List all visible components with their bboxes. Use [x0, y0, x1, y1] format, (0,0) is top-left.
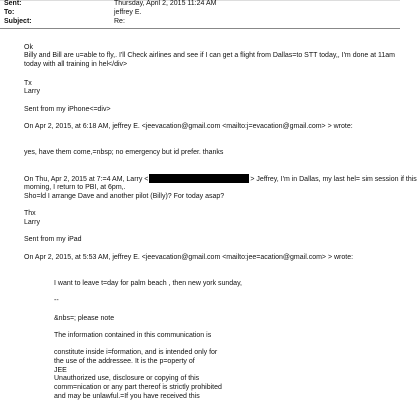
body-line: yes, have them come,=nbsp; no emergency but id prefer. thanks: [24, 149, 224, 156]
body-line: The information contained in this communication is: [54, 332, 212, 339]
body-line: comm=nication or any part thereof is strictly prohibited: [54, 384, 222, 391]
body-line-part: On Thu, Apr 2, 2015 at 7:=4 AM, Larry <: [24, 176, 149, 183]
header-divider: [0, 28, 400, 29]
body-line: constitute inside i=formation, and is intended only for: [54, 349, 218, 356]
body-line-part: > Jeffrey, I'm in Dallas, my last hel= sim session if this: [250, 176, 417, 183]
body-line: --: [54, 297, 59, 304]
body-line: Sent from my iPhone<=div>: [24, 106, 111, 113]
body-line: &nbs=; please note: [54, 315, 115, 322]
body-line: the use of the addressee. It is the p=operty of: [54, 358, 195, 365]
sent-value: Thursday, April 2, 2015 11:24 AM: [114, 0, 217, 7]
body-line: Sho=ld I arrange Dave and another pilot (Billy)? For today asap?: [24, 193, 225, 200]
body-line: and may be unlawful.=If you have received this: [54, 393, 200, 400]
body-line: Billy and Bill are u=able to fly,. I'll Check airlines and see if I can get a flight from Dallas=to STT today,, I'm done at 11am: [24, 52, 396, 59]
body-line: Larry: [24, 88, 40, 95]
sent-label: Sent:: [4, 0, 22, 7]
subject-label: Subject:: [4, 18, 32, 25]
body-line: I want to leave t=day for palm beach , then new york sunday,: [54, 280, 243, 287]
body-line: today with all training in hel</div>: [24, 61, 128, 68]
body-line: On Apr 2, 2015, at 5:53 AM, jeffrey E. <jeevacation@gmail.com <mailto:jee=acation@gmail.com> > wrote:: [24, 254, 354, 261]
to-label: To:: [4, 9, 15, 16]
body-line: Larry: [24, 219, 40, 226]
body-line: Thx: [24, 210, 36, 217]
body-line: On Apr 2, 2015, at 6:18 AM, jeffrey E. <jeevacation@gmail.com <mailto:j=evacation@gmail.com> > wrote:: [24, 123, 353, 130]
body-line: Unauthorized use, disclosure or copying of this: [54, 375, 200, 382]
subject-value: Re:: [114, 18, 125, 25]
body-line: Tx: [24, 80, 32, 87]
body-line: Sent from my iPad: [24, 236, 82, 243]
redaction-block: [149, 174, 249, 183]
body-line: morning, I return to PBI, at 6pm,.: [24, 184, 126, 191]
body-line: JEE: [54, 367, 67, 374]
to-value: jeffrey E.: [114, 9, 142, 16]
body-line: Ok: [24, 44, 33, 51]
